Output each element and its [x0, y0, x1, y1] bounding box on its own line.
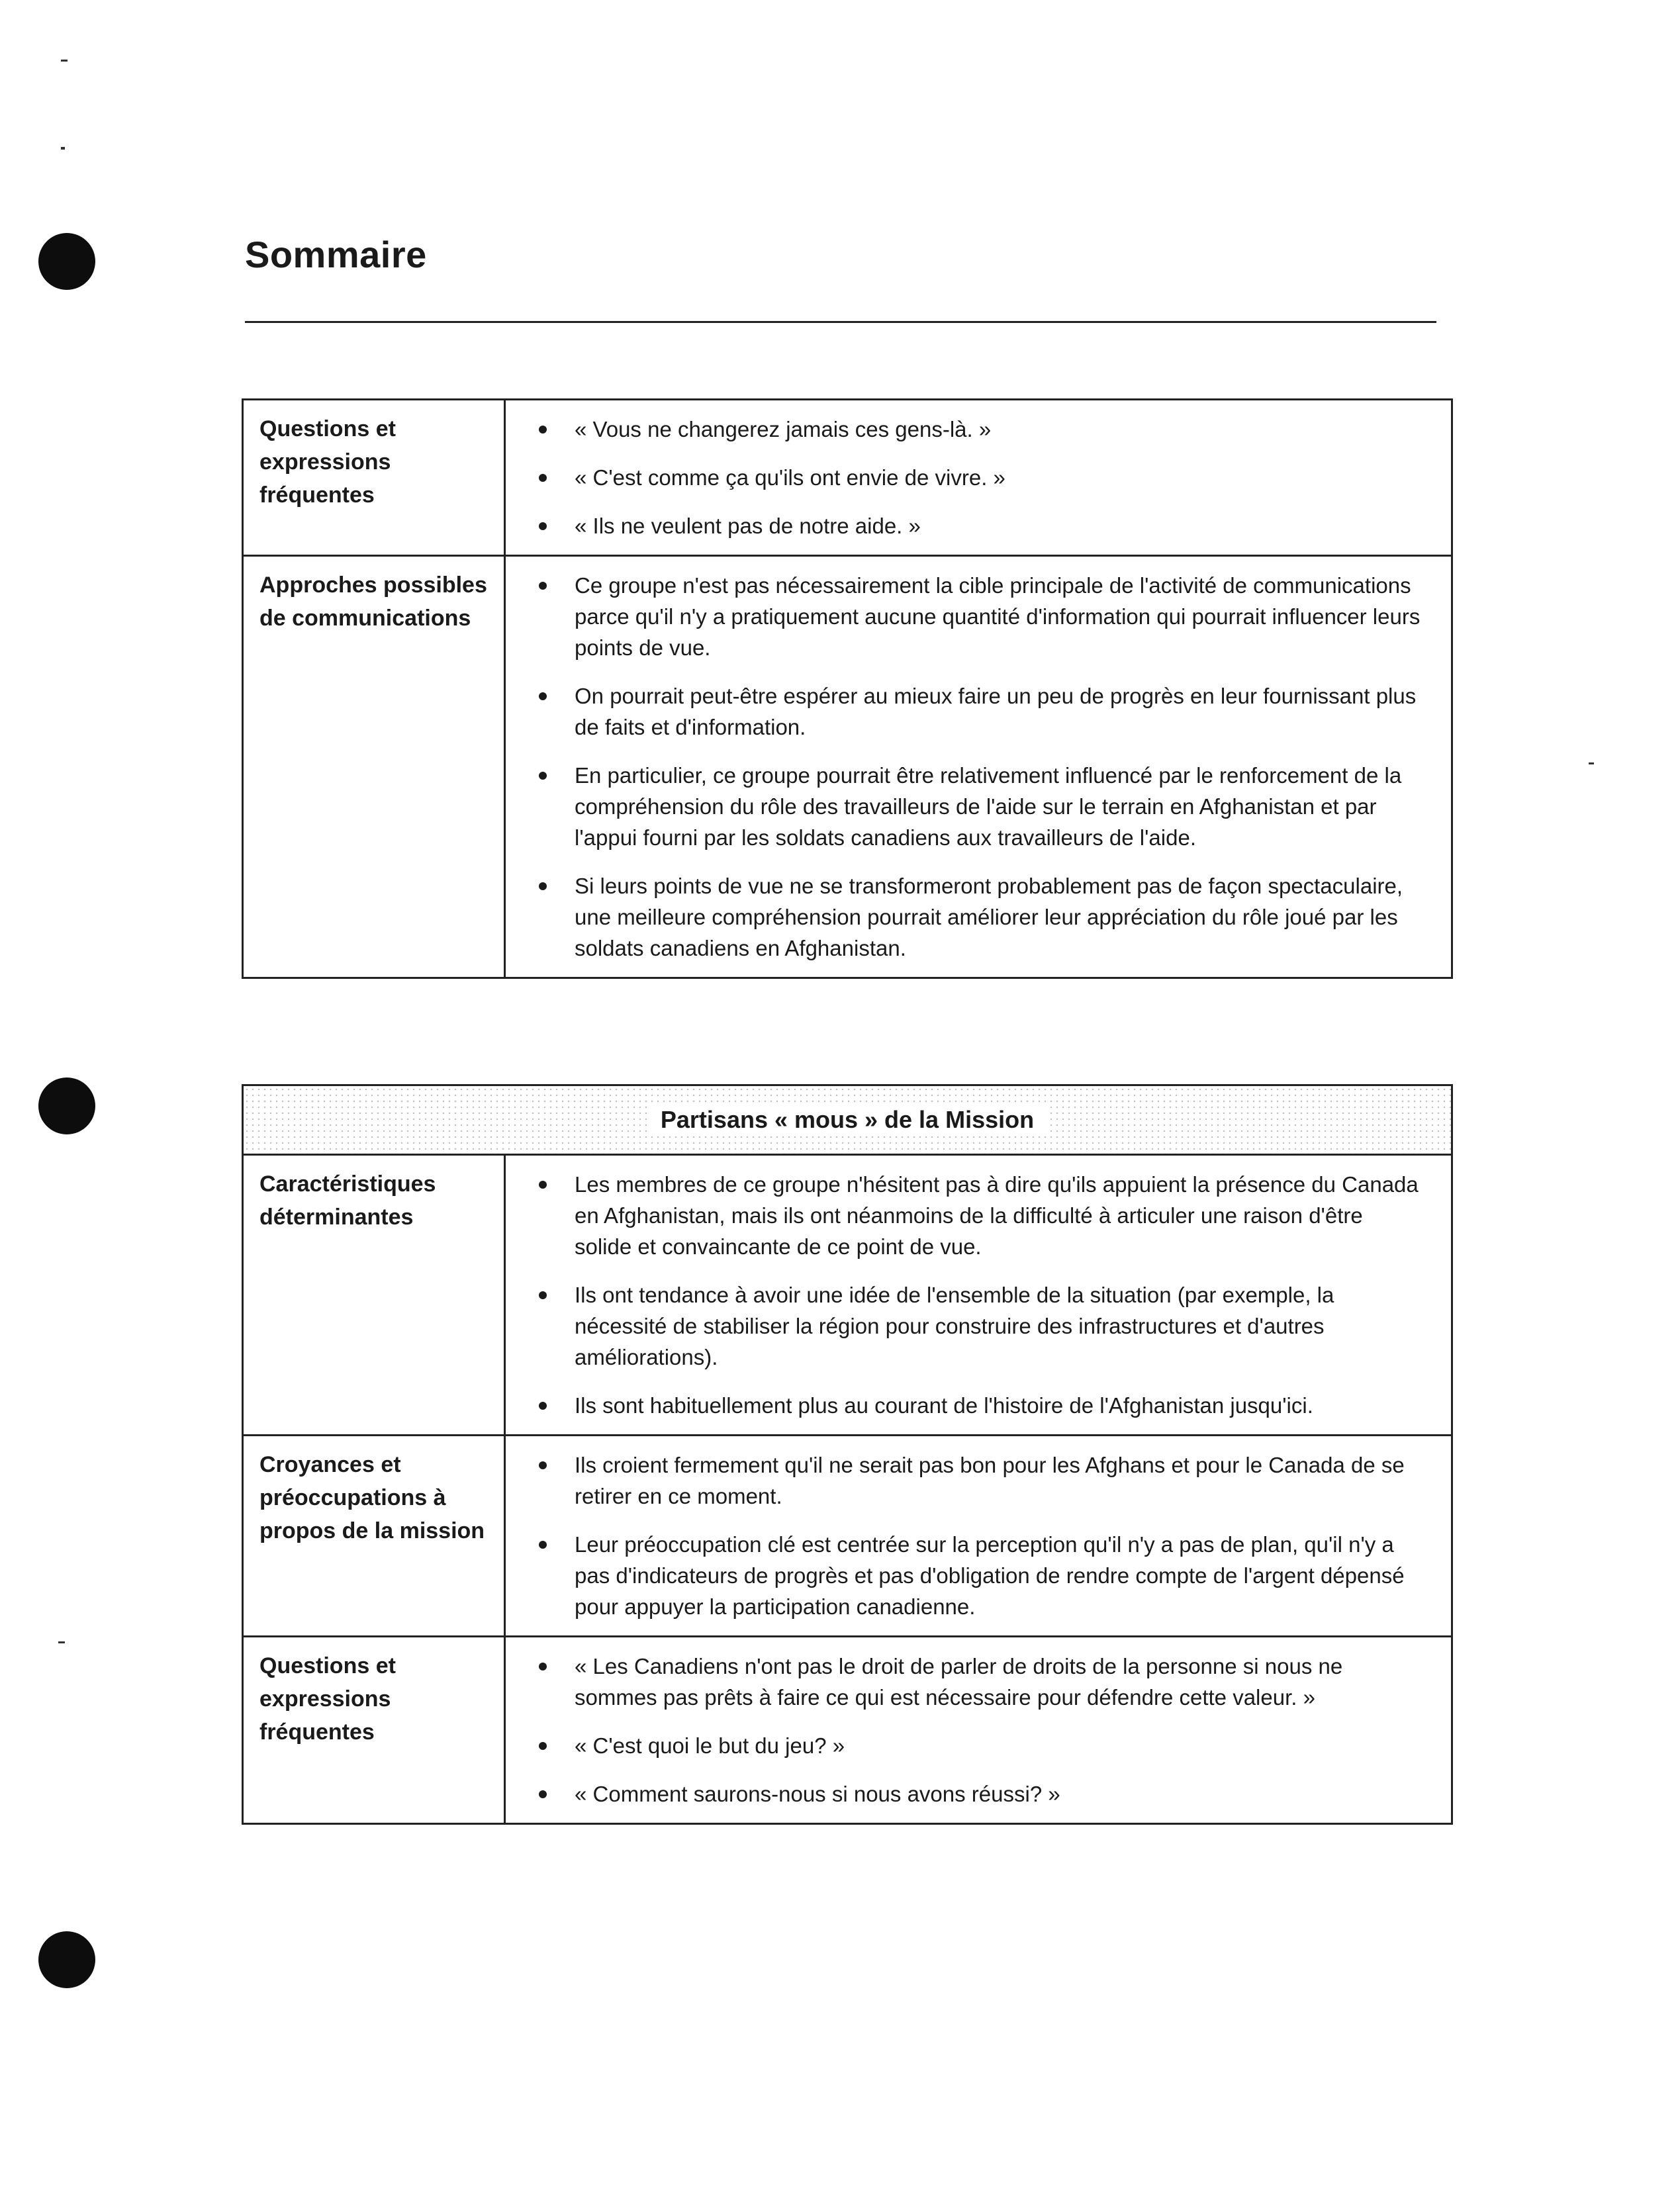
row-content — [505, 1436, 1452, 1637]
bullet-icon — [539, 1742, 547, 1750]
bullet-icon — [539, 426, 547, 434]
bullet-icon — [539, 1541, 547, 1549]
bullet-icon — [539, 1402, 547, 1410]
table-row — [243, 1637, 1452, 1824]
bullet-icon — [539, 522, 547, 530]
bullet-icon — [539, 692, 547, 700]
list-item: « C'est comme ça qu'ils ont envie de vivre. » — [532, 462, 1424, 493]
table-row — [243, 1155, 1452, 1436]
punch-hole-top — [38, 233, 95, 290]
segment-title: Partisans « mous » de la Mission — [649, 1103, 1046, 1136]
bullet-icon — [539, 1461, 547, 1469]
title-rule — [245, 321, 1436, 323]
list-item: Si leurs points de vue ne se transformeront probablement pas de façon spectaculaire, une meilleure compréhension pourrait améliorer leur appréciation du rôle joué par les soldats canadiens en Afghanistan. — [532, 870, 1424, 964]
row-label: Questions et expressions fréquentes — [243, 1637, 505, 1824]
list-item: Ce groupe n'est pas nécessairement la cible principale de l'activité de communications parce qu'il n'y a pratiquement aucune quantité d'information qui pourrait influencer leurs points de vue. — [532, 570, 1424, 663]
row-label: Approches possibles de communications — [243, 556, 505, 978]
row-label: Questions et expressions fréquentes — [243, 400, 505, 556]
list-item: Ils croient fermement qu'il ne serait pas bon pour les Afghans et pour le Canada de se retirer en ce moment. — [532, 1449, 1424, 1512]
row-content — [505, 400, 1452, 556]
bullet-icon — [539, 1790, 547, 1798]
scan-mark — [1589, 762, 1594, 764]
scan-mark — [61, 60, 68, 62]
list-item: Leur préoccupation clé est centrée sur la perception qu'il n'y a pas de plan, qu'il n'y a pas d'indicateurs de progrès et pas d'obligation de rendre compte de l'argent dépensé pour appuyer la participation canadienne. — [532, 1529, 1424, 1622]
list-item: On pourrait peut-être espérer au mieux faire un peu de progrès en leur fournissant plus de faits et d'information. — [532, 680, 1424, 743]
list-item: « Comment saurons-nous si nous avons réussi? » — [532, 1778, 1424, 1809]
bullet-icon — [539, 1181, 547, 1189]
bullet-icon — [539, 772, 547, 780]
punch-hole-bottom — [38, 1931, 95, 1988]
list-item: « Vous ne changerez jamais ces gens-là. » — [532, 414, 1424, 445]
row-content — [505, 556, 1452, 978]
bullet-icon — [539, 582, 547, 590]
bullet-icon — [539, 882, 547, 890]
segment-header — [243, 1085, 1452, 1155]
punch-hole-middle — [38, 1077, 95, 1134]
summary-table-1 — [242, 398, 1453, 979]
row-content — [505, 1155, 1452, 1436]
summary-table-2 — [242, 1084, 1453, 1825]
list-item: Ils ont tendance à avoir une idée de l'ensemble de la situation (par exemple, la nécessité de stabiliser la région pour construire des infrastructures et d'autres améliorations). — [532, 1279, 1424, 1373]
scan-mark — [58, 1641, 65, 1643]
list-item: « Les Canadiens n'ont pas le droit de parler de droits de la personne si nous ne sommes pas prêts à faire ce qui est nécessaire pour défendre cette valeur. » — [532, 1651, 1424, 1713]
list-item: « C'est quoi le but du jeu? » — [532, 1730, 1424, 1761]
page-title: Sommaire — [245, 234, 427, 275]
list-item: « Ils ne veulent pas de notre aide. » — [532, 510, 1424, 541]
bullet-icon — [539, 474, 547, 482]
bullet-icon — [539, 1663, 547, 1671]
table-header-row — [243, 1085, 1452, 1155]
row-label: Croyances et préoccupations à propos de la mission — [243, 1436, 505, 1637]
list-item: Les membres de ce groupe n'hésitent pas à dire qu'ils appuient la présence du Canada en Afghanistan, mais ils ont néanmoins de la difficulté à articuler une raison d'être solide et convaincante de ce point de vue. — [532, 1169, 1424, 1262]
table-row — [243, 1436, 1452, 1637]
list-item: Ils sont habituellement plus au courant de l'histoire de l'Afghanistan jusqu'ici. — [532, 1390, 1424, 1421]
table-row — [243, 400, 1452, 556]
table-row — [243, 556, 1452, 978]
row-label: Caractéristiques déterminantes — [243, 1155, 505, 1436]
scan-mark — [61, 147, 65, 150]
bullet-icon — [539, 1291, 547, 1299]
row-content — [505, 1637, 1452, 1824]
list-item: En particulier, ce groupe pourrait être relativement influencé par le renforcement de la compréhension du rôle des travailleurs de l'aide sur le terrain en Afghanistan et par l'appui fourni par les soldats canadiens aux travailleurs de l'aide. — [532, 760, 1424, 853]
